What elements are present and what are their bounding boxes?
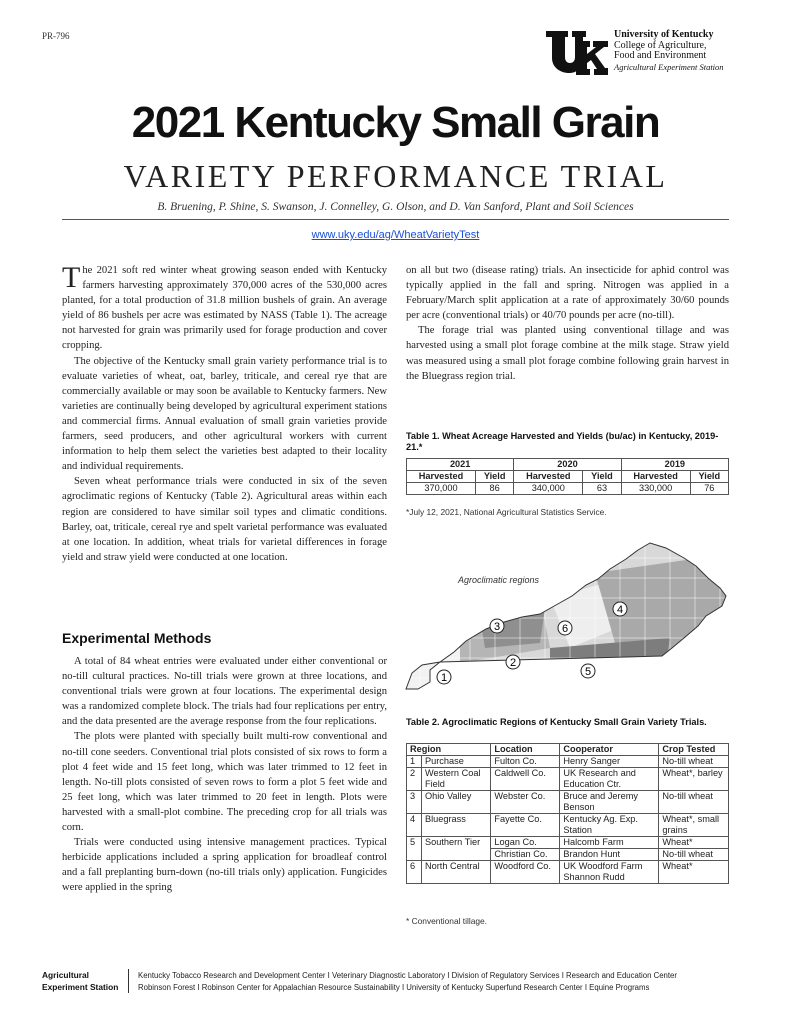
table2-region: North Central <box>422 861 491 884</box>
table1-year-2020: 2020 <box>514 459 621 471</box>
table1-header: Harvested <box>407 471 476 483</box>
trials-paragraph: Seven wheat performance trials were conducted in six of the seven agroclimatic regions of Kentucky (Table 2). Agricultural areas within each region are considered to have similar soil types and climatic conditions. Barley, oat, triticale, cereal rye and spelt varietal performance was evaluated at one location. In addition, wheat trials for varietal differences in forage yield and straw yield were conducted at one location. <box>62 476 387 563</box>
table2-region: Purchase <box>422 756 491 768</box>
table1-header: Yield <box>583 471 621 483</box>
table2 <box>406 743 729 884</box>
table2-num: 3 <box>407 791 422 814</box>
table-row <box>407 814 729 837</box>
table1-cell: 330,000 <box>621 483 690 495</box>
intro-paragraph <box>62 263 387 354</box>
right-column-text <box>406 263 729 384</box>
table2-header-cooperator: Cooperator <box>560 744 659 756</box>
table2-num: 1 <box>407 756 422 768</box>
table1-header: Harvested <box>514 471 583 483</box>
region-label-1: 1 <box>440 672 448 684</box>
table1-year-2019: 2019 <box>621 459 728 471</box>
table-row <box>407 768 729 791</box>
table2-location: Woodford Co. <box>491 861 560 884</box>
college-line-1: College of Agriculture, <box>614 39 707 51</box>
table2-location: Logan Co. <box>491 837 560 849</box>
methods-heading: Experimental Methods <box>62 630 212 646</box>
page-title: 2021 Kentucky Small Grain <box>131 98 660 147</box>
table2-cooperator: UK Woodford Farm Shannon Rudd <box>560 861 659 884</box>
college-line-2: Food and Environment <box>614 50 707 61</box>
methods-paragraph-1: A total of 84 wheat entries were evaluated under either conventional or no-till cultural practices. No-till trials were grown at three locations, and conventional trials were grown at four locations. The experimental design was a randomized complete block. The trials had four replications per entry, and the data presented are the average response from the four replications. <box>62 656 387 728</box>
table1-year-2021: 2021 <box>407 459 514 471</box>
region-marker-5 <box>581 664 595 678</box>
table-row <box>407 791 729 814</box>
intro-text: he 2021 soft red winter wheat growing season ended with Kentucky farmers harvesting approximately 370,000 acres of the 530,000 acres planted, for a total production of 31.8 million bushels of grain. An average yield of 86 bushels per acre was estimated by NASS (Table 1). The acreage not harvested for grain was primarily used for forage production and cover cropping. <box>62 265 387 352</box>
table2-crop: No-till wheat <box>659 791 729 814</box>
drop-cap: T <box>62 261 81 294</box>
uk-logo <box>546 31 608 75</box>
table1-cell: 340,000 <box>514 483 583 495</box>
region-marker-6 <box>558 621 572 635</box>
title-divider <box>62 219 729 220</box>
footer-station-line-1: Agricultural <box>42 970 89 980</box>
table1-caption: Table 1. Wheat Acreage Harvested and Yields (bu/ac) in Kentucky, 2019-21.* <box>406 431 719 452</box>
table2-cooperator: Henry Sanger <box>560 756 659 768</box>
footer-station <box>42 970 118 993</box>
table2-crop: Wheat*, small grains <box>659 814 729 837</box>
kentucky-agroclimatic-map <box>400 538 732 696</box>
table2-region: Southern Tier <box>422 837 491 861</box>
methods-paragraph-3: Trials were conducted using intensive management practices. Typical herbicide applications included a spring application for broadleaf control and a fall preplanting burn-down (no-till trials only) application. Fungicides were applied in the spring <box>62 837 387 894</box>
table2-cooperator: Bruce and Jeremy Benson <box>560 791 659 814</box>
methods-paragraph-2: The plots were planted with specially built multi-row conventional and no-till cone seeders. Conventional trial plots consisted of six rows to form a plot 4 feet wide and 15 feet long, which was later trimmed to 12 feet in length. No-till plots consisted of seven rows to form a plot 5 feet wide and 25 feet long, which was later trimmed to 20 feet in length. Plots were harvested with a small-plot combine. The preceding crop for all trials was corn. <box>62 731 387 834</box>
table-row <box>407 837 729 849</box>
table1-header: Yield <box>690 471 728 483</box>
table2-region: Bluegrass <box>422 814 491 837</box>
table1-header: Yield <box>475 471 513 483</box>
table2-num: 4 <box>407 814 422 837</box>
table2-num: 2 <box>407 768 422 791</box>
university-name: University of Kentucky <box>614 29 714 40</box>
table1-cell: 63 <box>583 483 621 495</box>
table2-location: Caldwell Co. <box>491 768 560 791</box>
region-marker-3 <box>490 619 504 633</box>
table2-cooperator: Brandon Hunt <box>560 849 659 861</box>
table-row <box>407 861 729 884</box>
authors: B. Bruening, P. Shine, S. Swanson, J. Connelley, G. Olson, and D. Van Sanford, Plant and Soil Sciences <box>157 201 634 213</box>
region-marker-2 <box>506 655 520 669</box>
table1-note: *July 12, 2021, National Agricultural Statistics Service. <box>406 507 607 517</box>
table2-num: 5 <box>407 837 422 861</box>
station-name: Agricultural Experiment Station <box>614 61 724 72</box>
footer-programs-line-2: Robinson Forest I Robinson Center for Appalachian Resource Sustainability I University of Kentucky Superfund Research Center I Equine Programs <box>138 982 650 992</box>
table1-cell: 86 <box>475 483 513 495</box>
table2-location: Fayette Co. <box>491 814 560 837</box>
table2-crop: Wheat*, barley <box>659 768 729 791</box>
objective-paragraph: The objective of the Kentucky small grain variety performance trial is to evaluate varieties of wheat, oat, barley, triticale, and cereal rye that are commercially available or may soon be available to Kentucky farmers. New varieties are continually being developed by agricultural experiment stations and commercial firms. Annual evaluation of small grain varieties provide farmers, seed producers, and other agricultural workers with current information to help them select the varieties best adapted to their locality and individual requirements. <box>62 355 387 473</box>
table-row <box>407 756 729 768</box>
table2-region: Ohio Valley <box>422 791 491 814</box>
footer-station-line-2: Experiment Station <box>42 981 119 992</box>
publication-code: PR-796 <box>42 31 70 41</box>
table1 <box>406 458 729 495</box>
region-label-5: 5 <box>584 666 592 678</box>
region-label-6: 6 <box>561 623 569 635</box>
continued-paragraph: on all but two (disease rating) trials. An insecticide for aphid control was typically applied in the fall and spring. Nitrogen was applied in a February/March split application at a rate of approximately 30/60 pounds per acre (conventional trials) or 40/70 pounds per acre (no-till). <box>406 265 729 322</box>
table2-cooperator: UK Research and Education Ctr. <box>560 768 659 791</box>
table2-location: Fulton Co. <box>491 756 560 768</box>
table2-caption: Table 2. Agroclimatic Regions of Kentucky Small Grain Variety Trials. <box>406 717 707 727</box>
website-link[interactable]: www.uky.edu/ag/WheatVarietyTest <box>311 229 480 241</box>
region-label-4: 4 <box>616 604 624 616</box>
institution-block <box>614 30 724 72</box>
footer-programs <box>138 970 677 993</box>
table2-header-region: Region <box>407 744 491 756</box>
table2-header-location: Location <box>491 744 560 756</box>
table2-crop: No-till wheat <box>659 849 729 861</box>
forage-paragraph: The forage trial was planted using conventional tillage and was harvested using a small plot forage combine at the milk stage. Straw yield was measured using a small plot forage combine following grain harvest in the Bluegrass region trial. <box>406 325 729 382</box>
footer-divider <box>128 969 129 993</box>
page-subtitle: VARIETY PERFORMANCE TRIAL <box>123 158 668 194</box>
table2-location: Christian Co. <box>491 849 560 861</box>
table-row <box>407 483 729 495</box>
table2-crop: Wheat* <box>659 861 729 884</box>
table2-region: Western Coal Field <box>422 768 491 791</box>
region-label-2: 2 <box>509 657 517 669</box>
region-marker-4 <box>613 602 627 616</box>
region-marker-1 <box>437 670 451 684</box>
table1-cell: 370,000 <box>407 483 476 495</box>
intro-column <box>62 263 387 565</box>
methods-column <box>62 654 387 896</box>
map-label: Agroclimatic regions <box>458 575 540 585</box>
table2-header-crop: Crop Tested <box>659 744 729 756</box>
region-label-3: 3 <box>493 621 501 633</box>
table2-crop: Wheat* <box>659 837 729 849</box>
table2-cooperator: Kentucky Ag. Exp. Station <box>560 814 659 837</box>
table2-crop: No-till wheat <box>659 756 729 768</box>
table2-note: * Conventional tillage. <box>406 916 488 926</box>
table2-cooperator: Halcomb Farm <box>560 837 659 849</box>
table2-num: 6 <box>407 861 422 884</box>
table2-location: Webster Co. <box>491 791 560 814</box>
table1-cell: 76 <box>690 483 728 495</box>
table1-header: Harvested <box>621 471 690 483</box>
footer-programs-line-1: Kentucky Tobacco Research and Development Center I Veterinary Diagnostic Laboratory I Division of Regulatory Services I Research and Education Center <box>138 971 677 980</box>
